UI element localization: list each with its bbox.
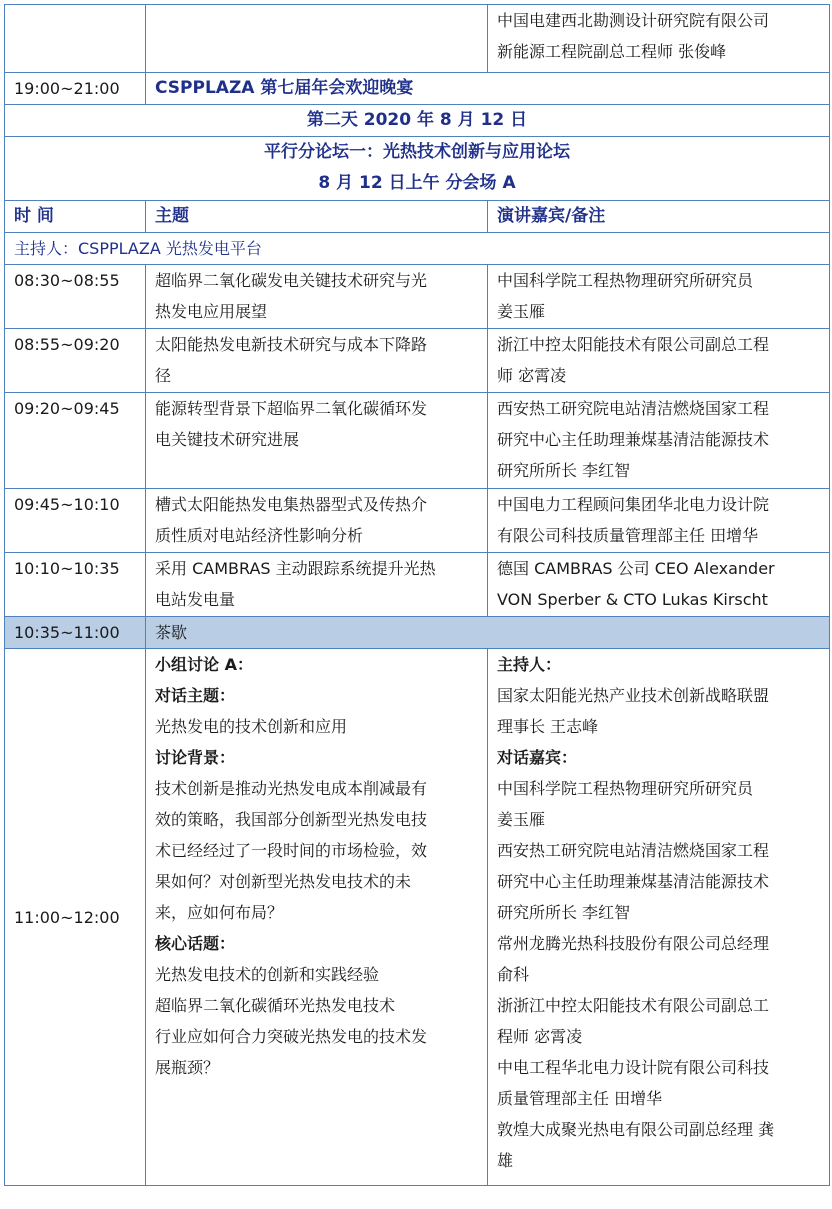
tea-label: 茶歇 (146, 617, 830, 649)
day2-row (5, 105, 830, 137)
background-line: 果如何？对创新型光热发电技术的未 (155, 872, 412, 891)
topic-cell (146, 5, 488, 73)
guest-line: 雄 (497, 1151, 514, 1170)
guest-line: 常州龙腾光热科技股份有限公司总经理 (497, 934, 770, 953)
session-time: 08:55~09:20 (5, 329, 146, 393)
guest-line: 敦煌大成聚光热电有限公司副总经理 龚 (497, 1120, 775, 1139)
dialog-theme-label: 对话主题： (155, 686, 236, 705)
continued-row (5, 5, 830, 73)
session-time: 09:20~09:45 (5, 393, 146, 489)
group-label: 小组讨论 A： (155, 655, 253, 674)
session-speaker (488, 489, 830, 553)
speaker-line: VON Sperber & CTO Lukas Kirscht (497, 590, 768, 609)
host-row (5, 233, 830, 265)
session-topic (146, 329, 488, 393)
forum-header (5, 137, 830, 201)
speaker-line: 中国科学院工程热物理研究所研究员 (497, 271, 754, 290)
session-topic (146, 489, 488, 553)
forum-title: 平行分论坛一：光热技术创新与应用论坛 (264, 142, 570, 162)
session-title: 8 月 12 日上午 分会场 A (318, 173, 516, 193)
guest-line: 浙浙江中控太阳能技术有限公司副总工 (497, 996, 770, 1015)
session-time: 08:30~08:55 (5, 265, 146, 329)
speaker-line: 中国电建西北勘测设计研究院有限公司 (497, 11, 770, 30)
guest-line: 中电工程华北电力设计院有限公司科技 (497, 1058, 770, 1077)
dialog-theme: 光热发电的技术创新和应用 (155, 717, 348, 736)
background-line: 来，应如何布局？ (155, 903, 284, 922)
session-speaker (488, 329, 830, 393)
speaker-line: 姜玉雁 (497, 302, 546, 321)
topic-line: 径 (155, 366, 172, 385)
speaker-line: 德国 CAMBRAS 公司 CEO Alexander (497, 559, 775, 578)
speaker-line: 师 宓霄凌 (497, 366, 567, 385)
moderator-label: 主持人： (497, 655, 562, 674)
guest-line: 俞科 (497, 965, 530, 984)
guest-line: 中国科学院工程热物理研究所研究员 (497, 779, 754, 798)
core-topics-label: 核心话题： (155, 934, 236, 953)
dinner-time: 19:00~21:00 (5, 73, 146, 105)
topic-line: 热发电应用展望 (155, 302, 268, 321)
header-speaker: 演讲嘉宾/备注 (488, 201, 830, 233)
core-topic-line: 行业应如何合力突破光热发电的技术发 (155, 1027, 428, 1046)
forum-row (5, 137, 830, 201)
guest-line: 研究中心主任助理兼煤基清洁能源技术 (497, 872, 770, 891)
core-topic-line: 光热发电技术的创新和实践经验 (155, 965, 380, 984)
guest-line: 研究所所长 李红智 (497, 903, 631, 922)
tea-time: 10:35~11:00 (5, 617, 146, 649)
session-time: 10:10~10:35 (5, 553, 146, 617)
guest-line: 质量管理部主任 田增华 (497, 1089, 663, 1108)
session-topic (146, 553, 488, 617)
column-header-row (5, 201, 830, 233)
agenda-table (4, 4, 830, 1186)
guests-label: 对话嘉宾： (497, 748, 578, 767)
core-topic-line: 超临界二氧化碳循环光热发电技术 (155, 996, 396, 1015)
guest-line: 姜玉雁 (497, 810, 546, 829)
speaker-line: 中国电力工程顾问集团华北电力设计院 (497, 495, 770, 514)
moderator-line: 理事长 王志峰 (497, 717, 599, 736)
speaker-line: 浙江中控太阳能技术有限公司副总工程 (497, 335, 770, 354)
host-text: 主持人：CSPPLAZA 光热发电平台 (5, 233, 830, 265)
background-line: 术已经经过了一段时间的市场检验，效 (155, 841, 428, 860)
session-speaker (488, 393, 830, 489)
background-line: 效的策略，我国部分创新型光热发电技 (155, 810, 428, 829)
speaker-line: 研究中心主任助理兼煤基清洁能源技术 (497, 430, 770, 449)
discussion-row (5, 649, 830, 1186)
topic-line: 电站发电量 (155, 590, 236, 609)
speaker-line: 新能源工程院副总工程师 张俊峰 (497, 42, 727, 61)
moderator-line: 国家太阳能光热产业技术创新战略联盟 (497, 686, 770, 705)
guest-line: 程师 宓霄凌 (497, 1027, 583, 1046)
dinner-title: CSPPLAZA 第七届年会欢迎晚宴 (146, 73, 830, 105)
session-row (5, 393, 830, 489)
time-cell (5, 5, 146, 73)
discussion-time: 11:00~12:00 (5, 649, 146, 1186)
topic-line: 槽式太阳能热发电集热器型式及传热介 (155, 495, 428, 514)
session-speaker (488, 265, 830, 329)
guest-line: 西安热工研究院电站清洁燃烧国家工程 (497, 841, 770, 860)
session-row (5, 265, 830, 329)
background-label: 讨论背景： (155, 748, 236, 767)
discussion-speaker-cell (488, 649, 830, 1186)
tea-break-row (5, 617, 830, 649)
topic-line: 质性质对电站经济性影响分析 (155, 526, 364, 545)
header-topic: 主题 (146, 201, 488, 233)
speaker-line: 研究所所长 李红智 (497, 461, 631, 480)
session-topic (146, 265, 488, 329)
speaker-line: 西安热工研究院电站清洁燃烧国家工程 (497, 399, 770, 418)
discussion-topic-cell (146, 649, 488, 1186)
topic-line: 电关键技术研究进展 (155, 430, 300, 449)
topic-line: 采用 CAMBRAS 主动跟踪系统提升光热 (155, 559, 436, 578)
speaker-cell (488, 5, 830, 73)
topic-line: 能源转型背景下超临界二氧化碳循环发 (155, 399, 428, 418)
topic-line: 太阳能热发电新技术研究与成本下降路 (155, 335, 428, 354)
session-row (5, 553, 830, 617)
core-topic-line: 展瓶颈？ (155, 1058, 220, 1077)
session-speaker (488, 553, 830, 617)
speaker-line: 有限公司科技质量管理部主任 田增华 (497, 526, 759, 545)
session-row (5, 489, 830, 553)
topic-line: 超临界二氧化碳发电关键技术研究与光 (155, 271, 428, 290)
session-row (5, 329, 830, 393)
day2-title: 第二天 2020 年 8 月 12 日 (5, 105, 830, 137)
background-line: 技术创新是推动光热发电成本削减最有 (155, 779, 428, 798)
dinner-row (5, 73, 830, 105)
header-time: 时 间 (5, 201, 146, 233)
session-topic (146, 393, 488, 489)
session-time: 09:45~10:10 (5, 489, 146, 553)
